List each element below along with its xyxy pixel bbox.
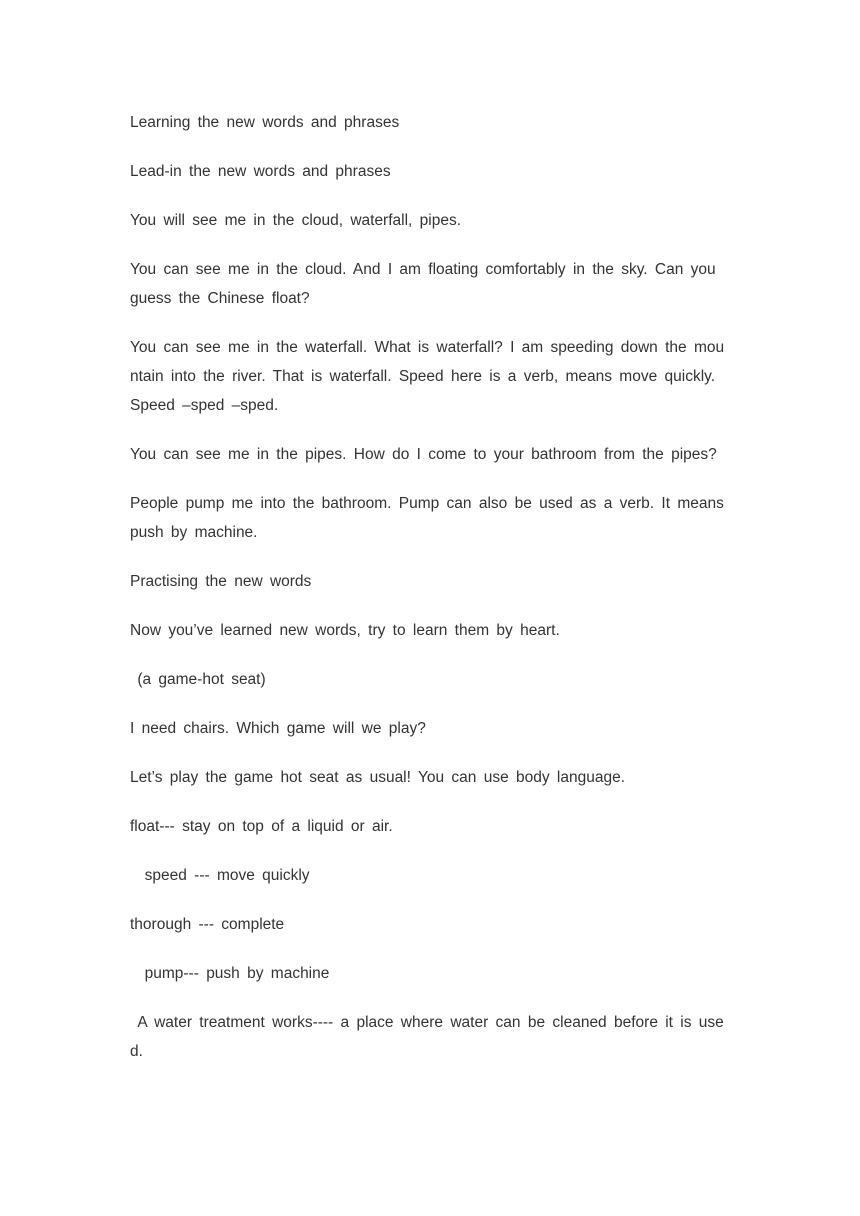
definition-thorough: thorough --- complete: [130, 916, 285, 933]
definition-water-treatment-works: A water treatment works---- a place where water can be cleaned before it is used.: [130, 1014, 724, 1060]
definition-float: float--- stay on top of a liquid or air.: [130, 818, 393, 835]
paragraph-game-hot-seat: (a game-hot seat): [130, 671, 266, 688]
paragraph-need-chairs: I need chairs. Which game will we play?: [130, 720, 426, 737]
document-body: [130, 108, 730, 1066]
paragraph-waterfall: You can see me in the waterfall. What is waterfall? I am speeding down the mountain into the river. That is waterfall. Speed here is a verb, means move quickly. Speed –sped –sped.: [130, 339, 725, 414]
paragraph-see-me: You will see me in the cloud, waterfall, pipes.: [130, 212, 462, 229]
heading-practising: Practising the new words: [130, 573, 312, 590]
heading-lead-in: Lead-in the new words and phrases: [130, 163, 391, 180]
definition-pump: pump--- push by machine: [130, 965, 330, 982]
heading-learning-new-words: Learning the new words and phrases: [130, 114, 400, 131]
paragraph-learn-by-heart: Now you’ve learned new words, try to learn them by heart.: [130, 622, 560, 639]
definition-speed: speed --- move quickly: [130, 867, 310, 884]
paragraph-pump: People pump me into the bathroom. Pump can also be used as a verb. It means push by machine.: [130, 495, 732, 541]
paragraph-cloud: You can see me in the cloud. And I am floating comfortably in the sky. Can you guess the Chinese float?: [130, 261, 723, 307]
paragraph-pipes: You can see me in the pipes. How do I come to your bathroom from the pipes?: [130, 446, 717, 463]
paragraph-play-hot-seat: Let’s play the game hot seat as usual! You can use body language.: [130, 769, 626, 786]
